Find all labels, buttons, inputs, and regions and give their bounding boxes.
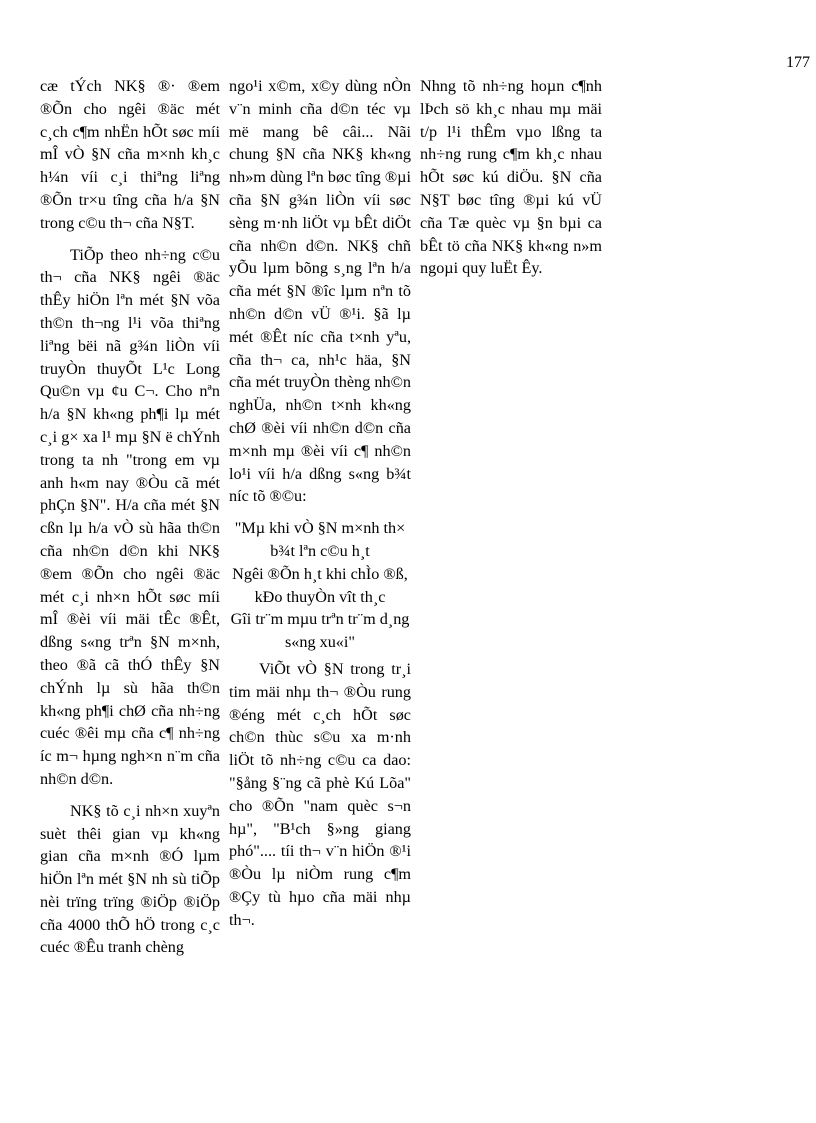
paragraph: cæ tÝch NK§ ®· ®em ®Õn cho ngêi ®äc mét c¸ch c¶m nhËn hÕt søc míi mÎ vÒ §N cña m×nh kh¸c h¼n víi c¸i thiªng liªng ®Õn tr×u tîng cña h/a §N trong c©u th¬ cña N§T. bbox=[40, 77, 220, 232]
verse-line: Ngêi ®Õn h¸t khi chÌo ®ß, kÐo thuyÒn vît th¸c bbox=[232, 564, 408, 606]
verse-line: "Mµ khi vÒ §N m×nh th× b¾t lªn c©u h¸t bbox=[234, 519, 406, 560]
paragraph: ngo¹i x©m, x©y dùng nÒn v¨n minh cña d©n téc vµ më mang bê câi... Nãi chung §N cña NK§ kh«ng nh»m dùng lªn bøc tîng ®µi cña §N g¾n liÒn víi søc sèng m·nh liÖt vµ bÊt diÖt cña nh©n d©n. NK§ chñ yÕu lµm bõng s¸ng lªn h/a cña mét §N ®îc lµm nªn tõ nh©n d©n vÜ ®¹i. §ã lµ mét ®Êt níc cña t×nh yªu, cña th¬ ca, nh¹c häa, §N cña mét truyÒn thèng nh©n nghÜa, nh©n t×nh kh«ng chØ ®èi víi nh©n d©n cña m×nh mµ ®èi víi c¶ nh©n lo¹i víi h/a dßng s«ng b¾t níc tõ ®©u: bbox=[229, 77, 411, 506]
paragraph: TiÕp theo nh÷ng c©u th¬ cña NK§ ngêi ®äc thÊy hiÖn lªn mét §N võa th©n th¬ng l¹i võa thiªng liªng bëi nã g¾n liÒn víi truyÒn thuyÕt L¹c Long Qu©n vµ ¢u C¬. Cho nªn h/a §N kh«ng ph¶i lµ mét c¸i g× xa l¹ mµ §N ë chÝnh trong ta nh "trong em vµ anh h«m nay ®Òu cã mét phÇn §N". H/a cña mét §N cßn lµ h/a vÒ sù hãa th©n cña nh©n d©n khi NK§ ®em ®Õn cho ngêi ®äc mét c¸i nh×n hÕt søc míi mÎ ®èi víi mäi tÊc ®Êt, dßng s«ng trªn §N m×nh, theo ®ã cã thÓ thÊy §N chÝnh lµ sù hãa th©n kh«ng ph¶i chØ cña nh÷ng cuéc ®êi mµ cña c¶ nh÷ng íc m¬ hµng ngh×n n¨m cña nh©n d©n. bbox=[40, 245, 220, 788]
text-column-2 bbox=[229, 75, 411, 940]
text-column-1 bbox=[40, 75, 220, 968]
text-column-3 bbox=[420, 75, 602, 289]
page-number: 177 bbox=[786, 54, 810, 71]
paragraph: NK§ tõ c¸i nh×n xuyªn suèt thêi gian vµ kh«ng gian cña m×nh ®Ó lµm hiÖn lªn mét §N nh sù tiÕp nèi trïng trïng ®iÖp ®iÖp cña 4000 thÕ hÖ trong c¸c cuéc ®Êu tranh chèng bbox=[40, 801, 220, 957]
verse-quote bbox=[229, 517, 411, 654]
verse-line: Gîi tr¨m mµu trªn tr¨m d¸ng s«ng xu«i" bbox=[230, 610, 410, 652]
paragraph: ViÕt vÒ §N trong tr¸i tim mäi nhµ th¬ ®Òu rung ®éng mét c¸ch hÕt søc ch©n thùc s©u xa m·nh liÖt tõ nh÷ng c©u ca dao: "§ång §¨ng cã phè Kú Lõa" cho ®Õn "nam quèc s¬n hµ", "B¹ch §»ng giang phó".... tíi th¬ v¨n hiÖn ®¹i ®Òu lµ niÒm rung c¶m ®Çy tù hµo cña mäi nhµ th¬. bbox=[229, 659, 411, 929]
paragraph: Nhng tõ nh÷ng hoµn c¶nh lÞch sö kh¸c nhau mµ mäi t/p l¹i thÊm vµo lßng ta nh÷ng rung c¶m kh¸c nhau hÕt søc kú diÖu. §N cña N§T bøc tîng ®µi kú vÜ cña Tæ quèc vµ §n bµi ca bÊt tö cña NK§ kh«ng n»m ngoµi quy luËt Êy. bbox=[420, 77, 602, 278]
